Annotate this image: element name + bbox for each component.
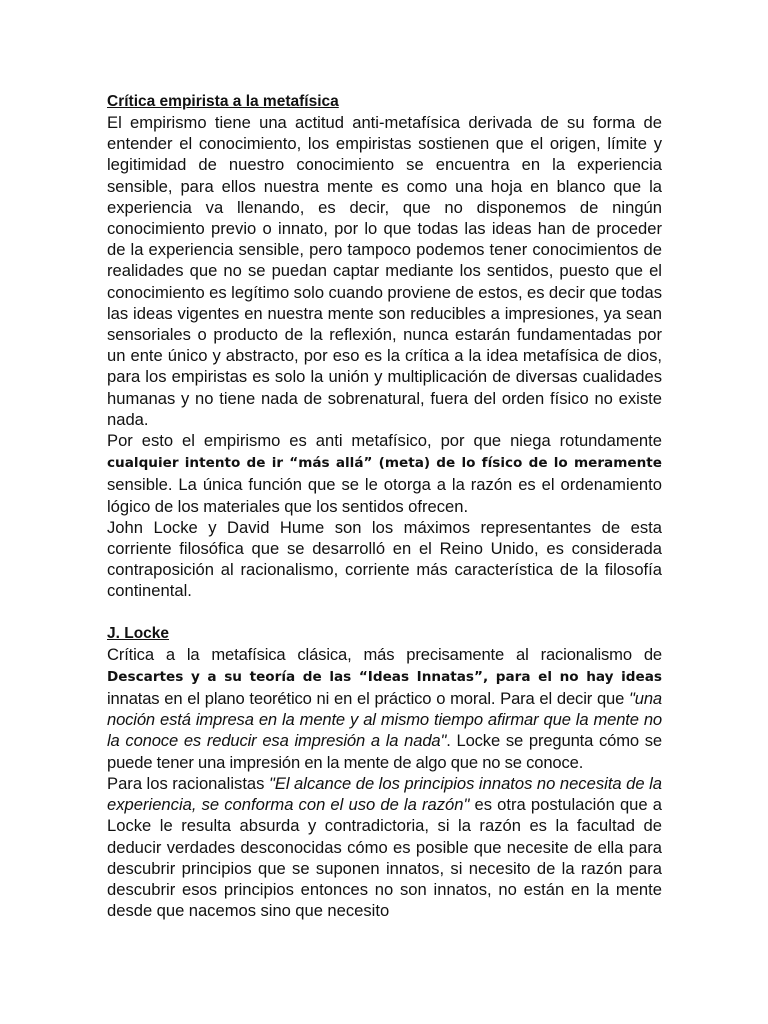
paragraph-text: innatas en el plano teorético ni en el práctico o moral. Para el decir que <box>107 689 630 709</box>
paragraph-anti-metaphysics <box>107 430 662 517</box>
paragraph-rationalists <box>107 773 662 921</box>
italic-quote: "El alcance de los principios innatos no necesita de la experiencia, se conforma con el uso de la razón" <box>107 773 662 815</box>
section-title-locke: J. Locke <box>107 624 170 642</box>
document-page <box>107 91 662 921</box>
paragraph-text: . Locke se pregunta cómo se puede tener una impresión en la mente de algo que no se conoce. <box>107 731 663 772</box>
paragraph-representatives: John Locke y David Hume son los máximos representantes de esta corriente filosófica que se desarrolló en el Reino Unido, es considerada contraposición al racionalismo, corriente más característica de la filosofía continental. <box>107 517 662 601</box>
paragraph-text: Crítica a la metafísica clásica, más precisamente al racionalismo de <box>107 644 662 664</box>
paragraph-text: es otra postulación que a Locke le resulta absurda y contradictoria, si la razón es la facultad de deducir verdades desconocidas cómo es posible que necesite de ella para descubrir principios que se suponen innatos, si necesito de la razón para descubrir esos principios entonces no son innatos, no están en la mente desde que nacemos sino que necesito <box>107 795 662 921</box>
paragraph-text: Por esto el empirismo es anti metafísico, por que niega rotundamente <box>107 431 662 451</box>
spacer <box>107 602 662 623</box>
paragraph-text: Para los racionalistas <box>107 773 269 793</box>
paragraph-locke-critique <box>107 644 662 773</box>
bold-phrase: cualquier intento de ir “más allá” (meta) de lo físico de lo meramente <box>107 455 662 472</box>
paragraph-text: sensible. La única función que se le otorga a la razón es el ordenamiento lógico de los materiales que los sentidos ofrecen. <box>107 475 662 516</box>
italic-quote: "una noción está impresa en la mente y al mismo tiempo afirmar que la mente no la conoce es reducir esa impresión a la nada" <box>107 689 662 751</box>
bold-phrase: Descartes y a su teoría de las “Ideas Innatas”, para el no hay ideas <box>107 668 662 685</box>
section-title-empirist-critique: Crítica empirista a la metafísica <box>107 93 339 110</box>
paragraph-empiricism-intro: El empirismo tiene una actitud anti-metafísica derivada de su forma de entender el conocimiento, los empiristas sostienen que el origen, límite y legitimidad de nuestro conocimiento se encuentra en la experiencia sensible, para ellos nuestra mente es como una hoja en blanco que la experiencia va llenando, es decir, que no disponemos de ningún conocimiento previo o innato, por lo que todas las ideas han de proceder de la experiencia sensible, pero tampoco podemos tener conocimientos de realidades que no se puedan captar mediante los sentidos, puesto que el conocimiento es legítimo solo cuando proviene de estos, es decir que todas las ideas vigentes en nuestra mente son reducibles a impresiones, ya sean sensoriales o producto de la reflexión, nunca estarán fundamentadas por un ente único y abstracto, por eso es la crítica a la idea metafísica de dios, para los empiristas es solo la unión y multiplicación de diversas cualidades humanas y no tiene nada de sobrenatural, fuera del orden físico no existe nada. <box>107 113 662 429</box>
